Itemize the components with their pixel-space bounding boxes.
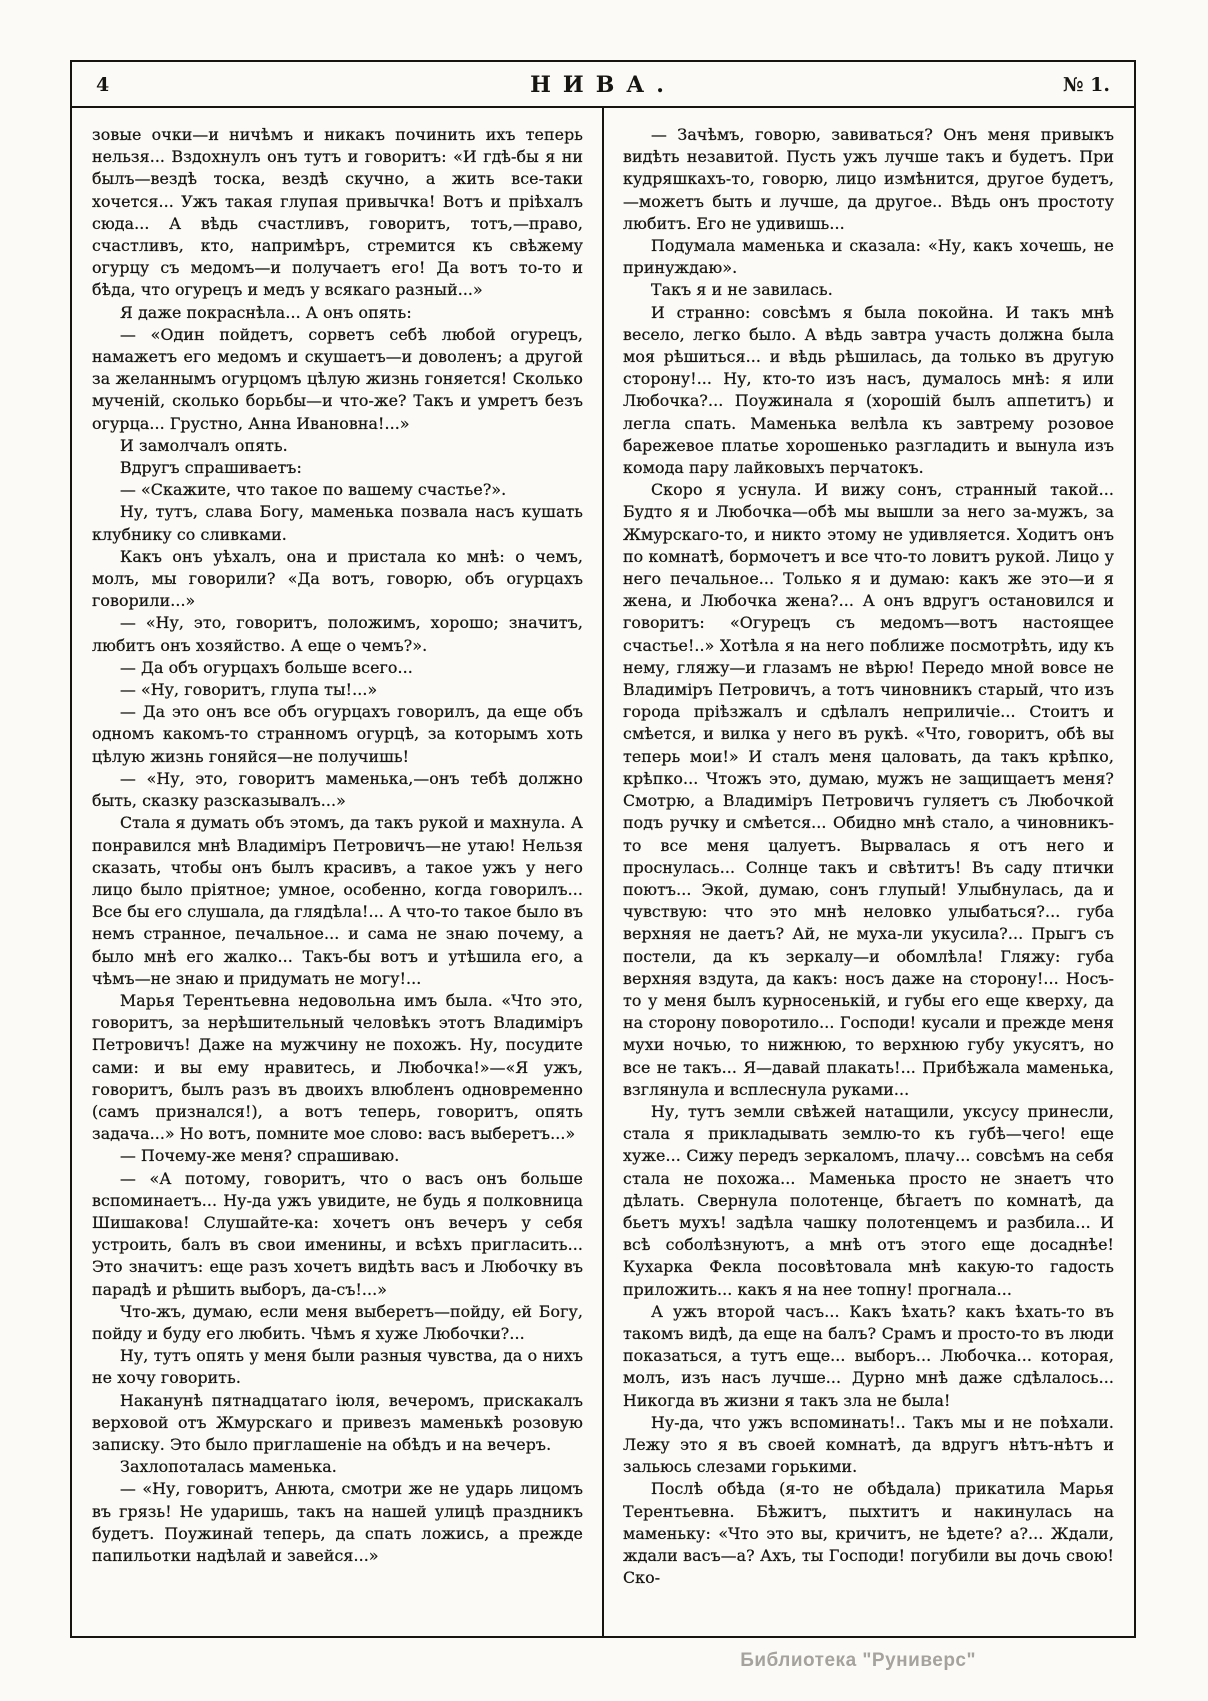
paragraph: Наканунѣ пятнадцатаго іюля, вечеромъ, прискакалъ верховой отъ Жмурскаго и привезъ маменькѣ розовую записку. Это было приглашеніе на обѣдъ и на вечеръ. bbox=[92, 1390, 583, 1454]
paragraph: Стала я думать объ этомъ, да такъ рукой и махнула. А понравился мнѣ Владиміръ Петровичъ—не утаю! Нельзя сказать, чтобы онъ былъ красивъ, а такое ужъ у него лицо было пріятное; умное, особенно, когда говорилъ... Все бы его слушала, да глядѣла!... А что-то такое было въ немъ странное, печальное... и сама не знаю почему, а было мнѣ его жалко... Такъ-бы вотъ и утѣшила его, а чѣмъ—не знаю и придумать не могу!... bbox=[92, 813, 583, 988]
paragraph: — «А потому, говоритъ, что о васъ онъ больше вспоминаетъ... Ну-да ужъ увидите, не будь я полковница Шишакова! Слушайте-ка: хочетъ онъ вечеръ у себя устроить, балъ въ свои именины, и всѣхъ пригласить... Это значитъ: еще разъ хочетъ видѣть васъ и Любочку въ парадѣ и рѣшить выборъ, да-съ!...» bbox=[92, 1168, 583, 1299]
paragraph: Вдругъ спрашиваетъ: bbox=[120, 458, 302, 478]
paragraph: — «Скажите, что такое по вашему счастье?». bbox=[120, 480, 507, 500]
issue-number: № 1. bbox=[1062, 74, 1110, 96]
paragraph: — Почему-же меня? спрашиваю. bbox=[120, 1146, 400, 1166]
paragraph: — «Ну, это, говоритъ, положимъ, хорошо; значитъ, любитъ онъ хозяйство. А еще о чемъ?». bbox=[92, 613, 583, 655]
paragraph: Марья Терентьевна недовольна имъ была. «Что это, говоритъ, за нерѣшительный человѣкъ этотъ Владиміръ Петровичъ! Даже на мужчину не похожъ. Ну, посудите сами: и вы ему нравитесь, и Любочка!»—«Я ужъ, говоритъ, былъ разъ въ двоихъ влюбленъ одновременно (самъ признался!), а вотъ теперь, говоритъ, опять задача...» Но вотъ, помните мое слово: васъ выберетъ...» bbox=[92, 990, 583, 1144]
paragraph: И странно: совсѣмъ я была покойна. И такъ мнѣ весело, легко было. А вѣдь завтра участь должна была моя рѣшиться... и вѣдь рѣшилась, да только въ другую сторону!... Ну, кто-то изъ насъ, думалось мнѣ: я или Любочка?... Поужинала я (хорошій былъ аппетитъ) и легла спать. Маменька велѣла къ завтрему розовое барежевое платье хорошенько разгладить и вынула изъ комода пару лайковыхъ перчатокъ. bbox=[623, 302, 1114, 478]
watermark: Библиотека "Руниверс" bbox=[740, 1650, 976, 1671]
paragraph: — «Ну, говоритъ, Анюта, смотри же не ударь лицомъ въ грязь! Не ударишь, такъ на нашей улицѣ праздникъ будетъ. Поужинай теперь, да спать ложись, а прежде папильотки надѣлай и завейся...» bbox=[92, 1479, 583, 1565]
paragraph: Захлопоталась маменька. bbox=[120, 1457, 337, 1477]
paragraph: — Да объ огурцахъ больше всего... bbox=[120, 657, 413, 677]
page-number: 4 bbox=[96, 74, 110, 96]
paragraph: Скоро я уснула. И вижу сонъ, странный такой... Будто я и Любочка—обѣ мы вышли за него за-мужъ, за Жмурскаго-то, и никто этому не удивляется. Ходитъ онъ по комнатѣ, бормочетъ и все что-то ловитъ рукой. Лицо у него печальное... Только я и думаю: какъ же это—и я жена, и Любочка жена?... А онъ вдругъ остановился и говоритъ: «Огурецъ съ медомъ—вотъ настоящее счастье!..» Хотѣла я на него поближе посмотрѣть, иду къ нему, гляжу—и глазамъ не вѣрю! Передо мной вовсе не Владиміръ Петровичъ, а тотъ чиновникъ старый, что изъ города пріѣзжалъ и сдѣлалъ неприличіе... Стоитъ и смѣется, и вилка у него въ рукѣ. «Что, говоритъ, обѣ вы теперь мои!» И сталъ меня цаловать, да такъ крѣпко, крѣпко... Чтожъ это, думаю, мужъ не защищаетъ меня? Смотрю, а Владиміръ Петровичъ гуляетъ съ Любочкой подъ ручку и смѣется... Обидно мнѣ стало, а чиновникъ-то все меня цалуетъ. Вырвалась я отъ него и проснулась... Солнце такъ и свѣтитъ! Въ саду птички поютъ... Экой, думаю, сонъ глупый! Улыбнулась, да и чувствую: что это мнѣ неловко улыбаться?... губа верхняя не даетъ? Ай, не муха-ли укусила?... Прыгъ съ постели, да къ зеркалу—и обомлѣла! Гляжу: губа верхняя вздута, да какъ: носъ даже на сторону!... Носъ-то у меня былъ курносенькій, и губы его еще кверху, да на сторону поворотило... Господи! кусали и прежде меня мухи ночью, то нижнюю, то верхнюю губу укусятъ, но все не такъ... Я—давай плакать!... Прибѣжала маменька, взглянула и всплеснула руками... bbox=[623, 480, 1114, 1099]
paragraph: Такъ я и не завилась. bbox=[651, 280, 833, 300]
paragraph: — Зачѣмъ, говорю, завиваться? Онъ меня привыкъ видѣть незавитой. Пусть ужъ лучше такъ и будетъ. При кудряшкахъ-то, говорю, лицо измѣнится, другое будетъ,—можетъ быть и лучше, да другое.. Вѣдь онъ простоту любитъ. Его не удивишь... bbox=[623, 125, 1114, 233]
right-column bbox=[623, 124, 1114, 1636]
paragraph: А ужъ второй часъ... Какъ ѣхать? какъ ѣхать-то въ такомъ видѣ, да еще на балъ? Срамъ и просто-то въ люди показаться, а тутъ еще... выборъ... Любочка... которая, молъ, изъ насъ лучше... Дурно мнѣ даже сдѣлалось... Никогда въ жизни я такъ зла не была! bbox=[623, 1301, 1114, 1410]
paragraph: — «Ну, это, говоритъ маменька,—онъ тебѣ должно быть, сказку разсказывалъ...» bbox=[92, 768, 583, 811]
paragraph: Послѣ обѣда (я-то не обѣдала) прикатила Марья Терентьевна. Бѣжитъ, пыхтитъ и накинулась на маменьку: «Что это вы, кричитъ, не ѣдете? а?... Ждали, ждали васъ—а? Ахъ, ты Господи! погубили вы дочь свою! Ско- bbox=[623, 1479, 1114, 1588]
left-column bbox=[92, 124, 583, 1636]
paragraph: Что-жъ, думаю, если меня выберетъ—пойду, ей Богу, пойду и буду его любить. Чѣмъ я хуже Любочки?... bbox=[92, 1301, 583, 1343]
paragraph: Подумала маменька и сказала: «Ну, какъ хочешь, не принуждаю». bbox=[623, 236, 1114, 278]
page-frame bbox=[70, 60, 1136, 1638]
paragraph: Ну-да, что ужъ вспоминать!.. Такъ мы и не поѣхали. Лежу это я въ своей комнатѣ, да вдругъ нѣтъ-нѣтъ и зальюсь слезами горькими. bbox=[623, 1412, 1114, 1477]
paragraph: Ну, тутъ, слава Богу, маменька позвала насъ кушать клубнику со сливками. bbox=[92, 502, 583, 544]
paragraph: — Да это онъ все объ огурцахъ говорилъ, да еще объ одномъ какомъ-то странномъ огурцѣ, за которымъ хоть цѣлую жизнь гоняйся—не получишь! bbox=[92, 702, 583, 766]
journal-title: НИВА. bbox=[530, 72, 676, 98]
paragraph: — «Один пойдетъ, сорветъ себѣ любой огурецъ, намажетъ его медомъ и скушаетъ—и доволенъ; а другой за желаннымъ огурцомъ цѣлую жизнь гоняется! Сколько мученій, сколько борьбы—и что-же? Такъ и умретъ безъ огурца... Грустно, Анна Ивановна!...» bbox=[92, 324, 583, 433]
paragraph: Какъ онъ уѣхалъ, она и пристала ко мнѣ: о чемъ, молъ, мы говорили? «Да вотъ, говорю, объ огурцахъ говорили...» bbox=[92, 546, 583, 611]
paragraph: И замолчалъ опять. bbox=[120, 435, 288, 455]
masthead bbox=[72, 62, 1134, 106]
paragraph: Ну, тутъ опять у меня были разныя чувства, да о нихъ не хочу говорить. bbox=[92, 1346, 583, 1388]
column-divider bbox=[602, 108, 604, 1636]
paragraph: зовые очки—и ничѣмъ и никакъ починить ихъ теперь нельзя... Вздохнулъ онъ тутъ и говоритъ: «И гдѣ-бы я ни былъ—вездѣ тоска, вездѣ скучно, а жить все-таки хочется... Ужъ такая глупая привычка! Вотъ и пріѣхалъ сюда... А вѣдь счастливъ, говоритъ, тотъ,—право, счастливъ, кто, напримѣръ, стремится къ свѣжему огурцу съ медомъ—и получаетъ его! Да вотъ то-то и бѣда, что огурецъ и медъ у всякаго разный...» bbox=[92, 125, 583, 300]
text-columns bbox=[72, 108, 1134, 1636]
paragraph: Ну, тутъ земли свѣжей натащили, уксусу принесли, стала я прикладывать землю-то къ губѣ—чего! еще хуже... Сижу передъ зеркаломъ, плачу... совсѣмъ на себя стала не похожа... Маменька просто не знаетъ что дѣлать. Свернула полотенце, бѣгаетъ по комнатѣ, да бьетъ мухъ! задѣла чашку полотенцемъ и разбила... И всѣ соболѣзнуютъ, а мнѣ отъ этого еще досаднѣе! Кухарка Фекла посовѣтовала мнѣ какую-то гадость приложить... какъ я на нее топну! прогнала... bbox=[623, 1101, 1114, 1299]
paragraph: — «Ну, говоритъ, глупа ты!...» bbox=[120, 680, 378, 700]
paragraph: Я даже покраснѣла... А онъ опять: bbox=[120, 302, 412, 322]
